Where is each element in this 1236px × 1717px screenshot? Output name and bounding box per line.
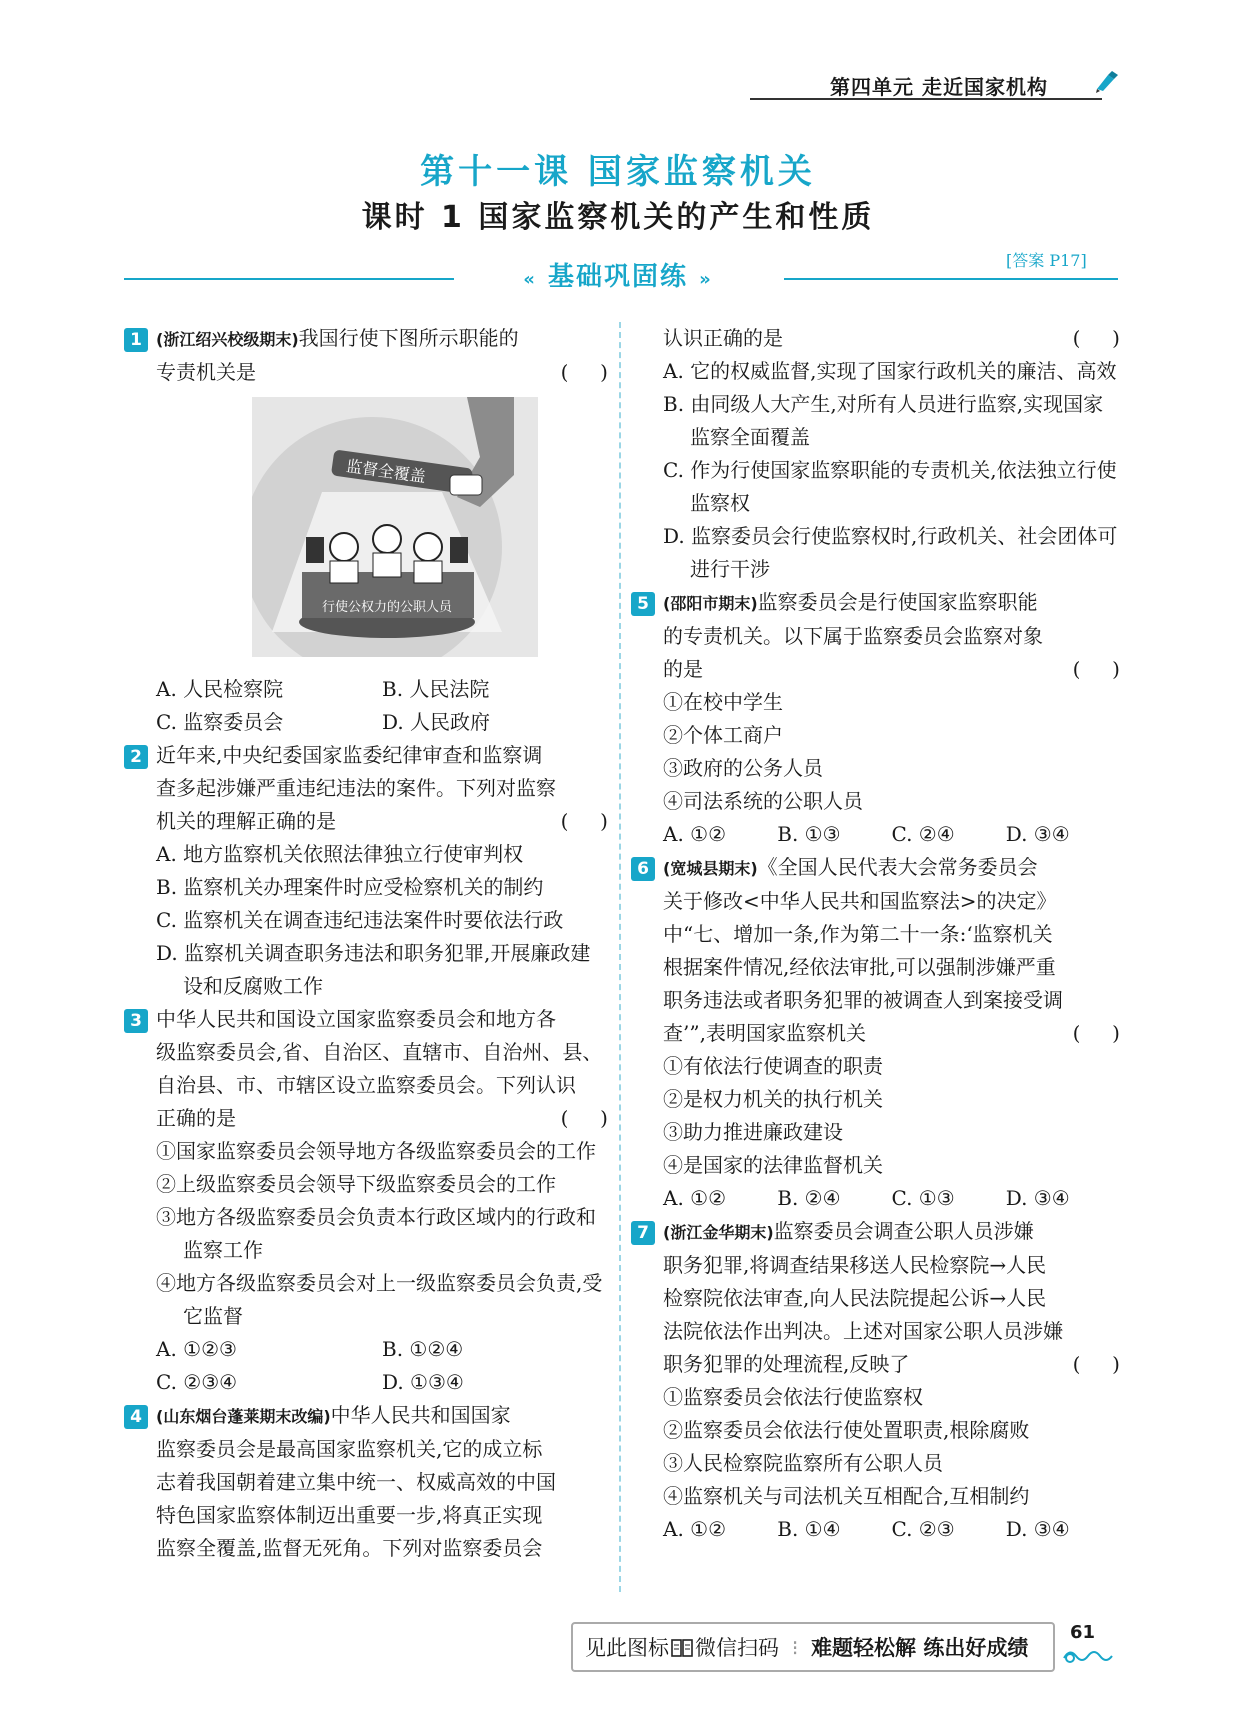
section-title-text: 基础巩固练 (547, 262, 688, 292)
question-stem: 中华人民共和国国家 (330, 1403, 511, 1427)
running-header (750, 66, 1122, 100)
question-4-continued (631, 322, 1120, 586)
option-c[interactable]: C. 作为行使国家监察职能的专责机关,依法独立行使监察权 (663, 458, 1117, 515)
question-stem: 中华人民共和国设立国家监察委员会和地方各 (156, 1007, 556, 1031)
option-b[interactable]: B. 由同级人大产生,对所有人员进行监察,实现国家监察全面覆盖 (663, 392, 1104, 449)
question-stem: 监察委员会是行使国家监察职能 (757, 590, 1038, 614)
option-d[interactable]: D. ③④ (1005, 1517, 1070, 1541)
answer-blank[interactable]: ( ) (560, 360, 608, 384)
answer-blank[interactable]: ( ) (1072, 1021, 1120, 1045)
option-c[interactable]: C. ②③④ (156, 1370, 238, 1394)
option-c[interactable]: C. ②④ (891, 822, 955, 846)
answer-blank[interactable]: ( ) (560, 809, 608, 833)
band-line-right (784, 278, 1118, 280)
question-source: (浙江绍兴校级期末) (156, 330, 299, 349)
option-b[interactable]: B. ①③ (777, 822, 841, 846)
option-b[interactable]: B. ②④ (777, 1186, 841, 1210)
answer-reference[interactable]: [答案 P17] (1006, 251, 1087, 270)
statement-2: ②是权力机关的执行机关 (663, 1087, 883, 1111)
chevron-right-icon: » (699, 269, 713, 290)
question-6 (631, 851, 1120, 1215)
section-title (508, 256, 728, 293)
statement-1: ①国家监察委员会领导地方各级监察委员会的工作 (156, 1139, 596, 1163)
option-c[interactable]: C. 监察机关在调查违纪违法案件时要依法行政 (156, 908, 564, 932)
question-stem: 正确的是 (156, 1106, 236, 1130)
statement-4: ④地方各级监察委员会对上一级监察委员会负责,受它监督 (156, 1271, 603, 1328)
question-number: 4 (124, 1405, 148, 1429)
question-number: 6 (631, 857, 655, 881)
question-stem: 职务犯罪,将调查结果移送人民检察院→人民 (663, 1253, 1047, 1277)
question-stem: 认识正确的是 (663, 326, 783, 350)
footer-text (585, 1632, 1028, 1662)
question-stem: 监察全覆盖,监督无死角。下列对监察委员会 (156, 1536, 543, 1560)
answer-blank[interactable]: ( ) (1072, 657, 1120, 681)
statement-1: ①在校中学生 (663, 690, 783, 714)
footer-slogan: 难题轻松解 练出好成绩 (811, 1636, 1029, 1660)
statement-1: ①有依法行使调查的职责 (663, 1054, 883, 1078)
question-number: 3 (124, 1009, 148, 1033)
question-stem: 法院依法作出判决。上述对国家公职人员涉嫌 (663, 1319, 1063, 1343)
pen-icon (1094, 69, 1122, 93)
option-d[interactable]: D. 监察委员会行使监察权时,行政机关、社会团体可进行干涉 (663, 524, 1118, 581)
question-source: (浙江金华期末) (663, 1223, 774, 1242)
question-stem: 关于修改<中华人民共和国监察法>的决定》 (663, 889, 1057, 913)
question-stem: 专责机关是 (156, 360, 256, 384)
option-b[interactable]: B. ①④ (777, 1517, 841, 1541)
question-source: (山东烟台蓬莱期末改编) (156, 1407, 331, 1426)
question-stem: 根据案件情况,经依法审批,可以强制涉嫌严重 (663, 955, 1056, 979)
question-number: 1 (124, 328, 148, 352)
wave-icon (1062, 1646, 1118, 1664)
question-stem: 级监察委员会,省、自治区、直辖市、自治州、县、 (156, 1040, 603, 1064)
right-column (631, 322, 1120, 1546)
option-d[interactable]: D. ③④ (1005, 822, 1070, 846)
question-1 (124, 322, 608, 739)
question-stem: 中“七、增加一条,作为第二十一条:‘监察机关 (663, 922, 1053, 946)
question-stem: 志着我国朝着建立集中统一、权威高效的中国 (156, 1470, 556, 1494)
option-a[interactable]: A. ①② (663, 1517, 727, 1541)
unit-title: 第四单元 走近国家机构 (830, 75, 1048, 99)
statement-3: ③助力推进廉政建设 (663, 1120, 843, 1144)
question-3 (124, 1003, 608, 1399)
book-scan-icon[interactable] (671, 1638, 693, 1658)
question-source: (宽城县期末) (663, 859, 758, 878)
option-c[interactable]: C. ①③ (891, 1186, 955, 1210)
chevron-left-icon: « (523, 269, 537, 290)
answer-blank[interactable]: ( ) (1072, 1352, 1120, 1376)
option-d[interactable]: D. ③④ (1005, 1186, 1070, 1210)
question-stem: 监察委员会调查公职人员涉嫌 (773, 1219, 1034, 1243)
page-number: 61 (1070, 1622, 1096, 1643)
statement-4: ④是国家的法律监督机关 (663, 1153, 883, 1177)
option-b[interactable]: B. 监察机关办理案件时应受检察机关的制约 (156, 875, 544, 899)
option-a[interactable]: A. 人民检察院 (156, 677, 284, 701)
statement-3: ③人民检察院监察所有公职人员 (663, 1451, 943, 1475)
answer-blank[interactable]: ( ) (1072, 326, 1120, 350)
band-line-left (124, 278, 454, 280)
question-stem: 机关的理解正确的是 (156, 809, 336, 833)
answer-blank[interactable]: ( ) (560, 1106, 608, 1130)
question-stem: 查多起涉嫌严重违纪违法的案件。下列对监察 (156, 776, 556, 800)
question-stem: 职务犯罪的处理流程,反映了 (663, 1352, 910, 1376)
footer-scan: 微信扫码 (695, 1636, 779, 1660)
option-d[interactable]: D. ①③④ (382, 1370, 464, 1394)
scan-footer-box (571, 1622, 1055, 1672)
question-stem: 的专责机关。以下属于监察委员会监察对象 (663, 624, 1043, 648)
supervision-illustration (252, 397, 538, 657)
lesson-subtitle: 课时 1 国家监察机关的产生和性质 (361, 200, 875, 235)
option-a[interactable]: A. ①②③ (156, 1337, 237, 1361)
option-d[interactable]: D. 监察机关调查职务违法和职务犯罪,开展廉政建设和反腐败工作 (156, 941, 591, 998)
statement-1: ①监察委员会依法行使监察权 (663, 1385, 923, 1409)
figure-caption: 行使公权力的公职人员 (322, 600, 453, 615)
question-stem: 职务违法或者职务犯罪的被调查人到案接受调 (663, 988, 1063, 1012)
question-stem: 特色国家监察体制迈出重要一步,将真正实现 (156, 1503, 543, 1527)
footer-lead: 见此图标 (585, 1636, 669, 1660)
question-stem: 我国行使下图所示职能的 (298, 326, 519, 350)
option-a[interactable]: A. ①② (663, 1186, 727, 1210)
statement-2: ②监察委员会依法行使处置职责,根除腐败 (663, 1418, 1030, 1442)
question-4 (124, 1399, 608, 1565)
option-a[interactable]: A. 地方监察机关依照法律独立行使审判权 (156, 842, 524, 866)
question-stem: 的是 (663, 657, 703, 681)
lesson-title: 第十一课 国家监察机关 (420, 152, 816, 192)
question-stem: 自治县、市、市辖区设立监察委员会。下列认识 (156, 1073, 576, 1097)
option-b[interactable]: B. ①②④ (382, 1337, 464, 1361)
footer-separator: ⁝ (791, 1636, 799, 1660)
header-rule (750, 98, 1102, 100)
statement-2: ②上级监察委员会领导下级监察委员会的工作 (156, 1172, 556, 1196)
figure-banner: 监督全覆盖 (345, 456, 427, 487)
question-stem: 近年来,中央纪委国家监委纪律审查和监察调 (156, 743, 543, 767)
question-source: (邵阳市期末) (663, 594, 758, 613)
statement-4: ④监察机关与司法机关互相配合,互相制约 (663, 1484, 1030, 1508)
option-c[interactable]: C. ②③ (891, 1517, 955, 1541)
question-5 (631, 586, 1120, 851)
statement-3: ③地方各级监察委员会负责本行政区域内的行政和监察工作 (156, 1205, 596, 1262)
question-stem: 《全国人民代表大会常务委员会 (757, 855, 1038, 879)
question-7 (631, 1215, 1120, 1546)
statement-3: ③政府的公务人员 (663, 756, 823, 780)
question-number: 5 (631, 592, 655, 616)
question-stem: 查’”,表明国家监察机关 (663, 1021, 866, 1045)
question-number: 7 (631, 1221, 655, 1245)
question-stem: 监察委员会是最高国家监察机关,它的成立标 (156, 1437, 543, 1461)
question-stem: 检察院依法审查,向人民法院提起公诉→人民 (663, 1286, 1047, 1310)
statement-4: ④司法系统的公职人员 (663, 789, 863, 813)
question-number: 2 (124, 745, 148, 769)
question-2 (124, 739, 608, 1003)
statement-2: ②个体工商户 (663, 723, 783, 747)
option-a[interactable]: A. 它的权威监督,实现了国家行政机关的廉洁、高效 (663, 359, 1117, 383)
option-b[interactable]: B. 人民法院 (382, 677, 490, 701)
column-divider (619, 322, 621, 1592)
option-c[interactable]: C. 监察委员会 (156, 710, 284, 734)
left-column (124, 322, 608, 1565)
option-a[interactable]: A. ①② (663, 822, 727, 846)
option-d[interactable]: D. 人民政府 (382, 710, 491, 734)
